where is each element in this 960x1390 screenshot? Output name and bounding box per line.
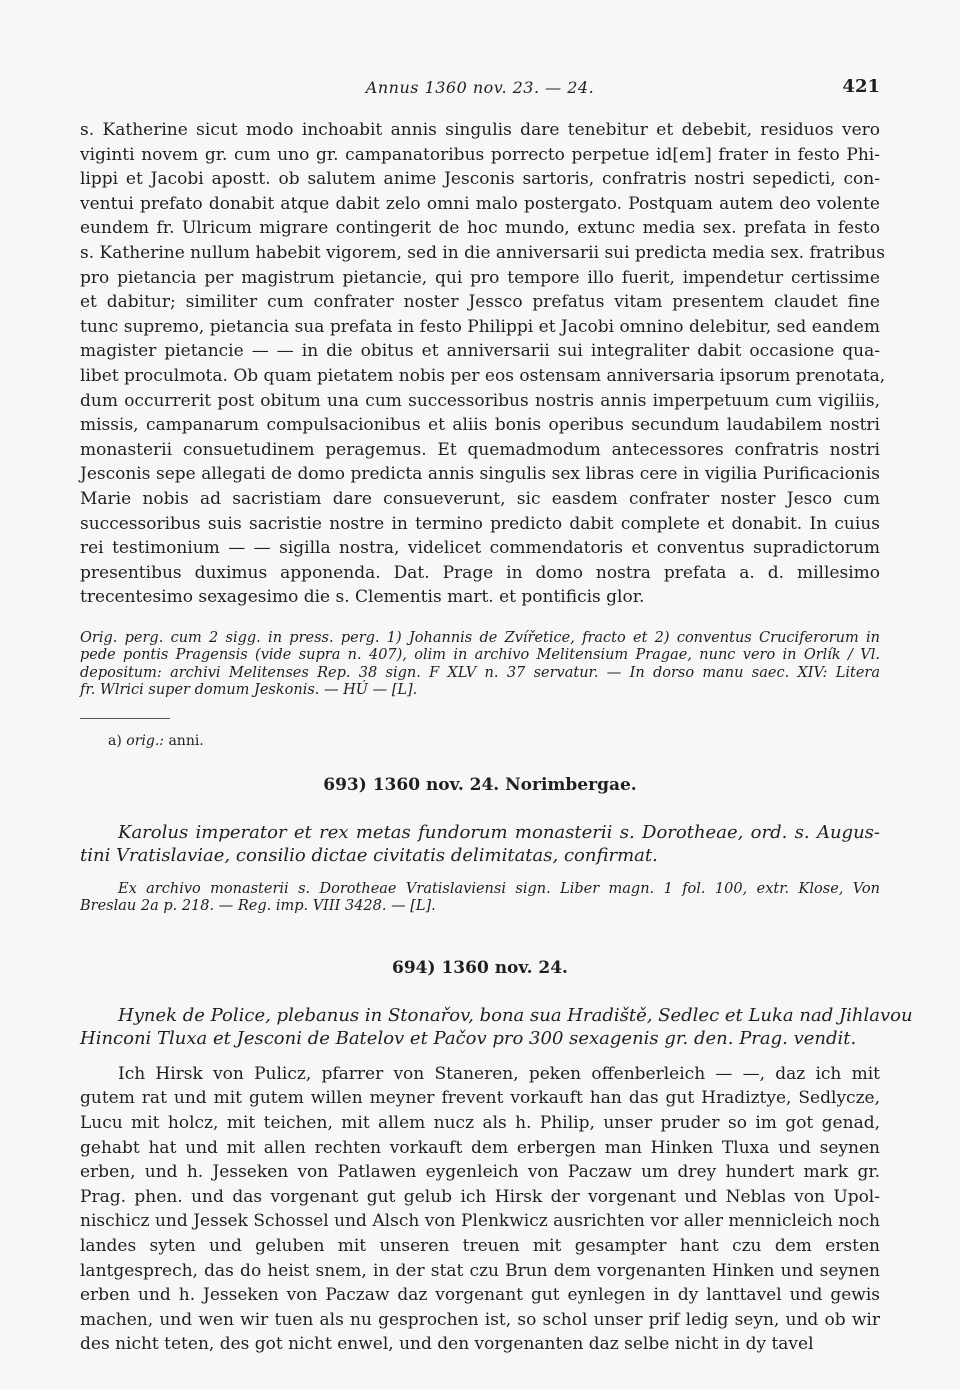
text-line: gehabt hat und mit allen rechten vorkauft dem erbergen man Hinken Tluxa und seynen [80, 1137, 880, 1158]
footnote-marker: a) [108, 732, 122, 749]
text-line: machen, und wen wir tuen als nu gesprochen ist, so schol unser prif ledig seyn, und ob wir [80, 1309, 880, 1330]
source-note-692 [80, 630, 880, 700]
text-line: s. Katherine nullum habebit vigorem, sed in die anniversarii sui predicta media sex. fratribus [80, 242, 885, 263]
note-line: fr. Wlrici super domum Jeskonis. — HÚ — [L]. [80, 682, 418, 699]
regest-line: Hinconi Tluxa et Jesconi de Batelov et Pačov pro 300 sexagenis gr. den. Prag. vendit. [80, 1027, 857, 1049]
text-line: landes syten und geluben mit unseren treuen mit gesampter hant czu dem ersten [80, 1236, 880, 1257]
text-line: lantgesprech, das do heist snem, in der stat czu Brun dem vorgenanten Hinken und seynen [80, 1260, 880, 1281]
regest-694 [80, 1004, 913, 1050]
text-line: Marie nobis ad sacristiam dare consueverunt, sic easdem confrater noster Jesco cum [80, 488, 880, 509]
text-line: erben und h. Jesseken von Paczaw daz vorgenant gut eynlegen in dy lanttavel und gewis [80, 1285, 880, 1306]
text-line: dum occurrerit post obitum una cum successoribus nostris annis imperpetuum cum vigiliis, [80, 390, 880, 411]
text-line: presentibus duximus apponenda. Dat. Prage in domo nostra prefata a. d. millesimo [80, 562, 880, 583]
note-line: pede pontis Pragensis (vide supra n. 407), olim in archivo Melitensium Pragae, nunc vero in Orlík / Vl. [80, 647, 880, 664]
text-line: tunc supremo, pietancia sua prefata in festo Philippi et Jacobi omnino delebitur, sed eandem [80, 316, 880, 337]
text-line: nischicz und Jessek Schossel und Alsch von Plenkwicz ausrichten vor aller mennicleich noch [80, 1211, 880, 1232]
text-line: viginti novem gr. cum uno gr. campanatoribus porrecto perpetue id[em] frater in festo Phi- [80, 144, 880, 165]
document-number-693: 693) 1360 nov. 24. Norimbergae. [323, 774, 637, 795]
text-line: trecentesimo sexagesimo die s. Clementis mart. et pontificis glor. [80, 587, 645, 608]
text-line: rei testimonium — — sigilla nostra, videlicet commendatoris et conventus supradictorum [80, 538, 880, 559]
regest-693 [80, 821, 880, 867]
text-line: missis, campanarum compulsacionibus et aliis bonis operibus secundum laudabilem nostri [80, 415, 880, 436]
text-line: Prag. phen. und das vorgenant gut gelub ich Hirsk der vorgenant und Neblas von Upol- [80, 1186, 880, 1207]
note-line: depositum: archivi Melitenses Rep. 38 sign. F XLV n. 37 servatur. — In dorso manu saec. XIV: Litera [80, 664, 880, 681]
text-line: Jesconis sepe allegati de domo predicta annis singulis sex libras cere in vigilia Purificacionis [80, 464, 880, 485]
text-line: gutem rat und mit gutem willen meyner frevent vorkauft han das gut Hradiztye, Sedlycze, [80, 1088, 880, 1109]
footnote [108, 733, 880, 749]
text-line: libet proculmota. Ob quam pietatem nobis per eos ostensam anniversaria ipsorum prenotata, [80, 365, 886, 386]
note-line: Ex archivo monasterii s. Dorotheae Vratislaviensi sign. Liber magn. 1 fol. 100, extr. Klose, Von [118, 880, 880, 897]
note-line: Breslau 2a p. 218. — Reg. imp. VIII 3428. — [L]. [80, 898, 436, 915]
text-line: erben, und h. Jesseken von Patlawen eygenleich von Paczaw um drey hundert mark gr. [80, 1162, 880, 1183]
text-line: pro pietancia per magistrum pietancie, qui pro tempore illo fuerit, impendetur certissime [80, 267, 880, 288]
source-note-693 [80, 881, 880, 916]
running-head: Annus 1360 nov. 23. — 24. [365, 78, 595, 97]
footnote-label: orig.: [126, 732, 164, 749]
document-heading-694 [80, 958, 880, 978]
document-heading-693 [80, 775, 880, 795]
note-line: Orig. perg. cum 2 sigg. in press. perg. 1) Johannis de Zvířetice, fracto et 2) conventus Cruciferorum in [80, 629, 880, 646]
text-line: s. Katherine sicut modo inchoabit annis singulis dare tenebitur et debebit, residuos vero [80, 120, 880, 140]
regest-line: tini Vratislaviae, consilio dictae civitatis delimitatas, confirmat. [80, 844, 658, 866]
text-line: ventui prefato donabit atque dabit zelo omni malo postergato. Postquam autem deo volente [80, 193, 880, 214]
footnote-text: anni. [168, 732, 204, 749]
text-line: Ich Hirsk von Pulicz, pfarrer von Staneren, peken offenberleich — —, daz ich mit [118, 1063, 880, 1084]
text-line: monasterii consuetudinem peragemus. Et quemadmodum antecessores confratris nostri [80, 439, 880, 460]
regest-line: Hynek de Police, plebanus in Stonařov, bona sua Hradiště, Sedlec et Luka nad Jihlavou [118, 1004, 913, 1026]
footnote-rule [80, 718, 170, 719]
text-line: des nicht teten, des got nicht enwel, und den vorgenanten daz selbe nicht in dy tavel [80, 1334, 814, 1355]
charter-text-694 [80, 1062, 880, 1357]
text-line: magister pietancie — — in die obitus et anniversarii sui integraliter dabit occasione qua- [80, 341, 880, 362]
text-line: eundem fr. Ulricum migrare contingerit de hoc mundo, extunc media sex. prefata in festo [80, 218, 880, 239]
regest-line: Karolus imperator et rex metas fundorum monasterii s. Dorotheae, ord. s. Augus- [118, 821, 880, 843]
text-line: et dabitur; similiter cum confrater noster Jessco prefatus vitam presentem claudet fine [80, 292, 880, 313]
text-line: Lucu mit holcz, mit teichen, mit allem nucz als h. Philip, unser pruder so im got genad, [80, 1113, 880, 1134]
text-line: lippi et Jacobi apostt. ob salutem anime Jesconis sartoris, confratris nostri sepedicti, con- [80, 169, 880, 190]
document-number-694: 694) 1360 nov. 24. [392, 957, 568, 978]
charter-text-692 [80, 118, 886, 610]
page-number: 421 [842, 76, 880, 97]
page-header [80, 70, 880, 110]
text-line: successoribus suis sacristie nostre in termino predicto dabit complete et donabit. In cuius [80, 513, 880, 534]
